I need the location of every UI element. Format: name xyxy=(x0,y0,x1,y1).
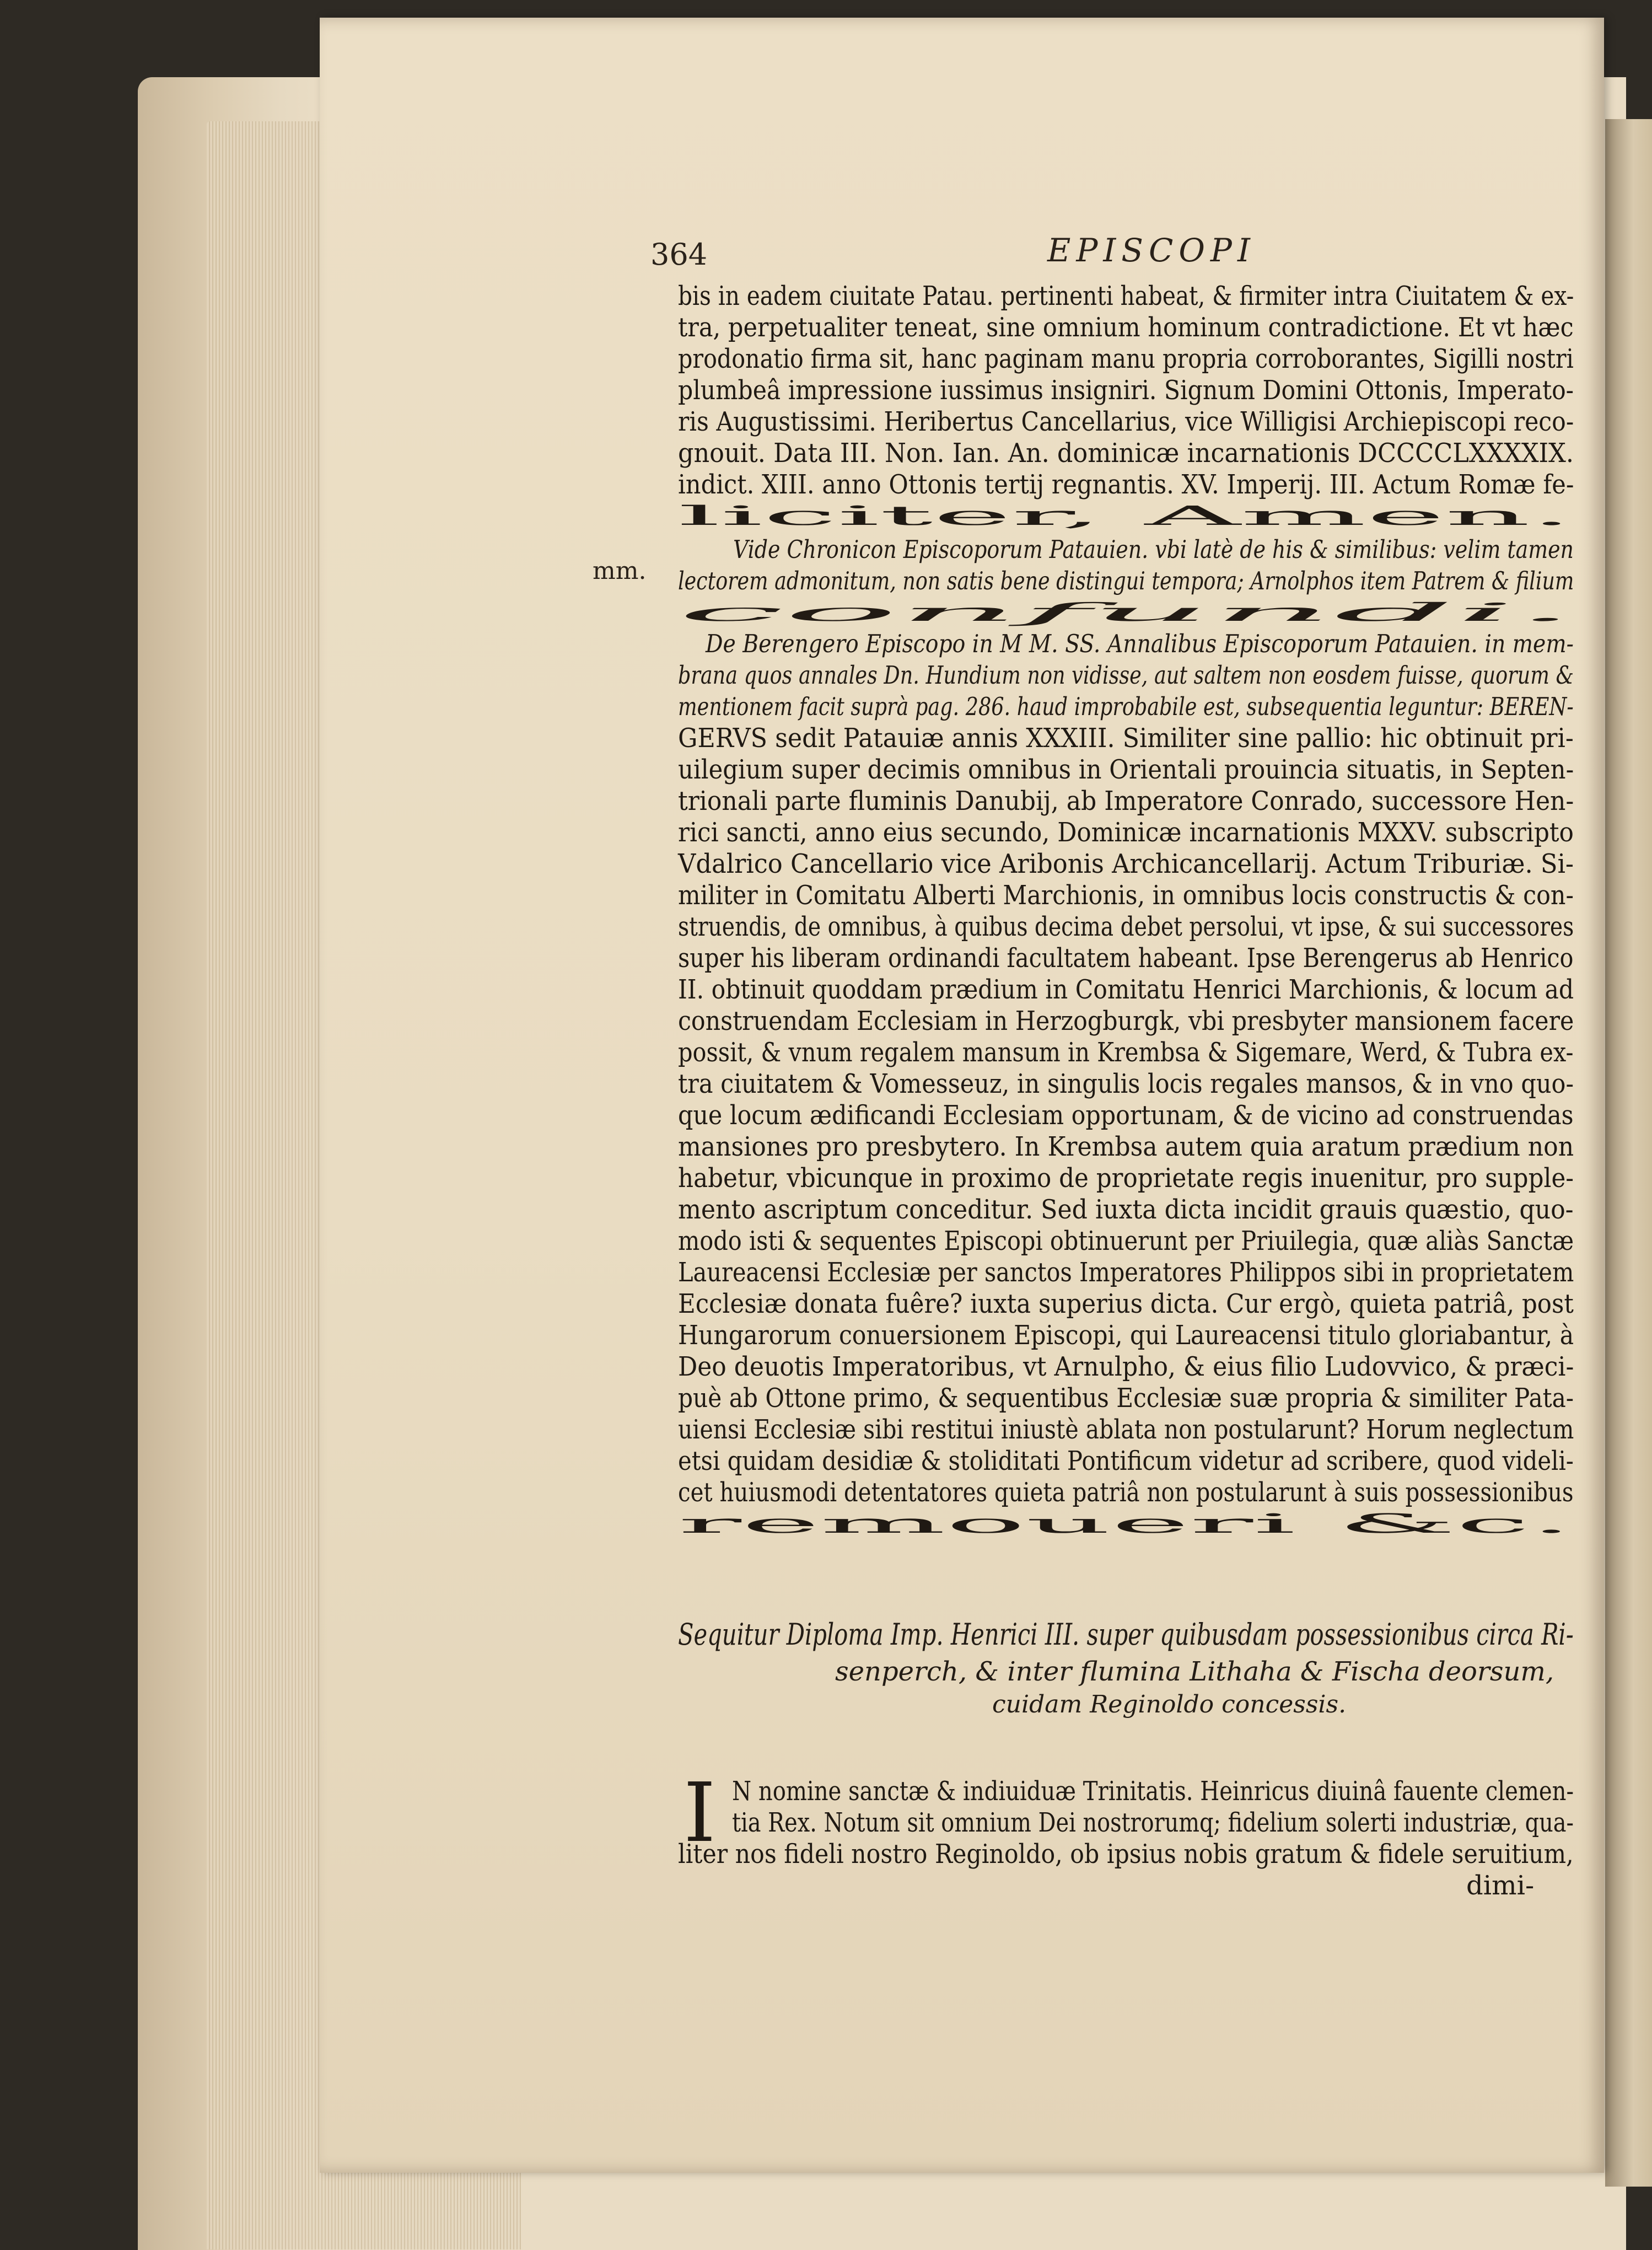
section-heading: Sequitur Diploma Imp. Henrici III. super quibusdam possessionibus circa Ri- xyxy=(678,1617,1574,1652)
page-number: 364 xyxy=(650,237,708,272)
text-line: Deo deuotis Imperatoribus, vt Arnulpho, & eius filio Ludovvico, & præci- xyxy=(678,1351,1574,1382)
text-line: rici sancti, anno eius secundo, Dominicæ incarnationis MXXV. subscripto xyxy=(678,817,1574,848)
text-line: modo isti & sequentes Episcopi obtinuerunt per Priuilegia, quæ aliàs Sanctæ xyxy=(678,1226,1574,1256)
text-line: tra, perpetualiter teneat, sine omnium hominum contradictione. Et vt hæc xyxy=(678,312,1574,343)
text-line: construendam Ecclesiam in Herzogburgk, vbi presbyter mansionem facere xyxy=(678,1006,1574,1037)
running-head: EPISCOPI xyxy=(1047,232,1256,269)
text-line: N nomine sanctæ & indiuiduæ Trinitatis. Heinricus diuinâ fauente clemen- xyxy=(732,1776,1574,1807)
text-line: mansiones pro presbytero. In Krembsa autem quia aratum prædium non xyxy=(678,1131,1574,1162)
section-heading: senperch, & inter flumina Lithaha & Fischa deorsum, xyxy=(835,1656,1554,1687)
text-line: plumbeâ impressione iussimus insigniri. Signum Domini Ottonis, Imperato- xyxy=(678,375,1574,406)
catchword: dimi- xyxy=(1466,1870,1535,1901)
facing-page-edge xyxy=(1605,119,1652,2187)
text-line: uilegium super decimis omnibus in Orientali prouincia situatis, in Septen- xyxy=(678,754,1574,785)
text-line: II. obtinuit quoddam prædium in Comitatu Henrici Marchionis, & locum ad xyxy=(678,974,1574,1005)
text-line: Hungarorum conuersionem Episcopi, qui Laureacensi titulo gloriabantur, à xyxy=(678,1320,1574,1351)
section-heading: cuidam Reginoldo concessis. xyxy=(992,1690,1347,1719)
text-line: puè ab Ottone primo, & sequentibus Ecclesiæ suæ propria & similiter Pata- xyxy=(678,1383,1574,1414)
text-line: gnouit. Data III. Non. Ian. An. dominicæ incarnationis DCCCCLXXXXIX. xyxy=(678,438,1574,469)
text-line: trionali parte fluminis Danubij, ab Imperatore Conrado, successore Hen- xyxy=(678,786,1574,817)
text-line: struendis, de omnibus, à quibus decima debet persolui, vt ipse, & sui successores xyxy=(678,911,1574,942)
text-line: mento ascriptum conceditur. Sed iuxta dicta incidit grauis quæstio, quo- xyxy=(678,1194,1574,1225)
text-line: super his liberam ordinandi facultatem habeant. Ipse Berengerus ab Henrico xyxy=(678,943,1574,974)
text-line: habetur, vbicunque in proximo de proprietate regis inuenitur, pro supple- xyxy=(678,1163,1574,1194)
text-line: prodonatio firma sit, hanc paginam manu propria corroborantes, Sigilli nostri xyxy=(678,343,1574,374)
text-line: liter nos fideli nostro Reginoldo, ob ipsius nobis gratum & fidele seruitium, xyxy=(678,1839,1574,1870)
note-line: brana quos annales Dn. Hundium non vidisse, aut saltem non eosdem fuisse, quorum & xyxy=(678,660,1574,690)
text-line: Ecclesiæ donata fuêre? iuxta superius dicta. Cur ergò, quieta patriâ, post xyxy=(678,1288,1574,1319)
text-line: ris Augustissimi. Heribertus Cancellarius, vice Willigisi Archiepiscopi reco- xyxy=(678,406,1574,437)
text-line: liciter, Amen. xyxy=(678,501,1573,531)
note-line: lectorem admonitum, non satis bene distingui tempora; Arnolphos item Patrem & filium xyxy=(678,566,1574,595)
note-line: Vide Chronicon Episcoporum Patauien. vbi latè de his & similibus: velim tamen xyxy=(733,535,1574,564)
text-line: militer in Comitatu Alberti Marchionis, in omnibus locis constructis & con- xyxy=(678,880,1574,911)
text-line: tia Rex. Notum sit omnium Dei nostrorumq; fidelium solerti industriæ, qua- xyxy=(732,1807,1574,1838)
text-line: possit, & vnum regalem mansum in Krembsa & Sigemare, Werd, & Tubra ex- xyxy=(678,1037,1574,1068)
text-line: indict. XIII. anno Ottonis tertij regnantis. XV. Imperij. III. Actum Romæ fe- xyxy=(678,469,1574,500)
text-line: Vdalrico Cancellario vice Aribonis Archicancellarij. Actum Triburiæ. Si- xyxy=(678,849,1574,879)
note-line: De Berengero Episcopo in M M. SS. Annalibus Episcoporum Patauien. in mem- xyxy=(706,629,1574,658)
text-line: cet huiusmodi detentatores quieta patriâ non postularunt à suis possessionibus xyxy=(678,1477,1574,1508)
text-line: tra ciuitatem & Vomesseuz, in singulis locis regales mansos, & in vno quo- xyxy=(678,1068,1574,1099)
drop-cap: I xyxy=(684,1765,716,1860)
text-line: remoueri &c. xyxy=(678,1508,1573,1539)
text-line: que locum ædificandi Ecclesiam opportunam, & de vicino ad construendas xyxy=(678,1100,1574,1131)
note-line: confundi. xyxy=(678,598,1576,627)
margin-note: mm. xyxy=(593,557,647,585)
text-line: Laureacensi Ecclesiæ per sanctos Imperatores Philippos sibi in proprietatem xyxy=(678,1257,1574,1288)
text-line: GERVS sedit Patauiæ annis XXXIII. Similiter sine pallio: hic obtinuit pri- xyxy=(678,723,1574,754)
text-line: uiensi Ecclesiæ sibi restitui iniustè ablata non postularunt? Horum neglectum xyxy=(678,1414,1574,1445)
text-line: etsi quidam desidiæ & stoliditati Pontificum videtur ad scribere, quod videli- xyxy=(678,1446,1574,1476)
text-line: bis in eadem ciuitate Patau. pertinenti habeat, & firmiter intra Ciuitatem & ex- xyxy=(678,281,1574,312)
note-line: mentionem facit suprà pag. 286. haud improbabile est, subsequentia leguntur: BEREN- xyxy=(678,692,1574,721)
